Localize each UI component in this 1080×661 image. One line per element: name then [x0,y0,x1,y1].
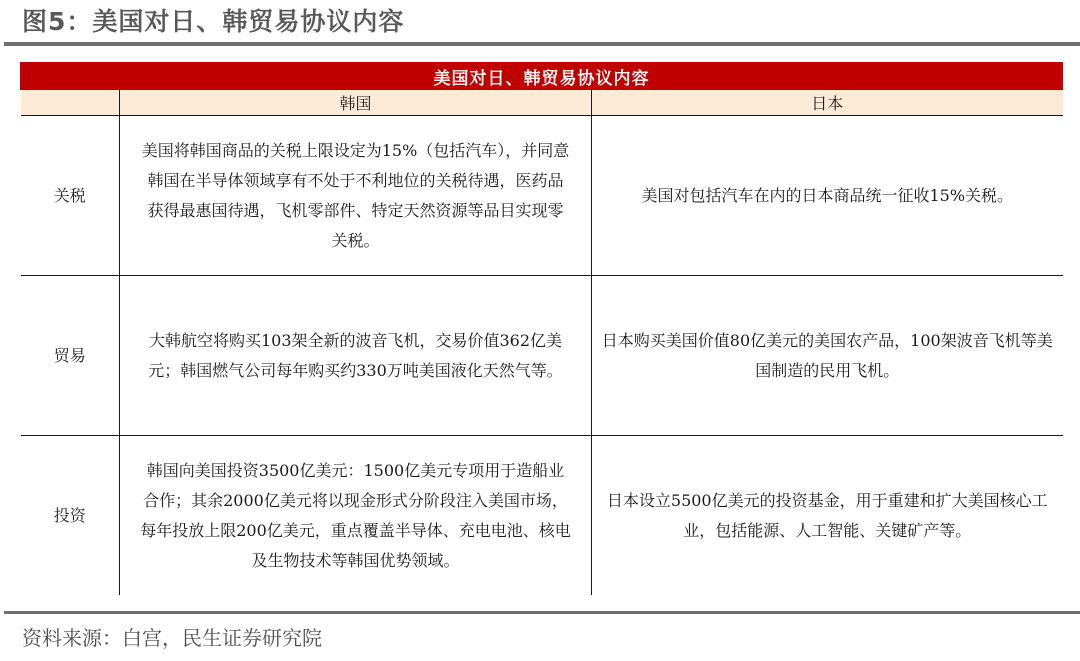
row-label-investment: 投资 [21,436,120,596]
column-header-korea: 韩国 [120,90,592,116]
agreement-table [20,62,1063,595]
table-row-tariff [21,116,1063,276]
table-header-row [21,90,1063,116]
figure-title: 图5：美国对日、韩贸易协议内容 [22,7,405,36]
source-note: 资料来源：白宫，民生证券研究院 [22,626,322,650]
cell-japan-investment: 日本设立5500亿美元的投资基金，用于重建和扩大美国核心工业，包括能源、人工智能、关键矿产等。 [592,436,1063,596]
cell-japan-trade: 日本购买美国价值80亿美元的美国农产品，100架波音飞机等美国制造的民用飞机。 [592,276,1063,436]
table-row-investment [21,436,1063,596]
table-row-trade [21,276,1063,436]
cell-korea-investment: 韩国向美国投资3500亿美元：1500亿美元专项用于造船业合作；其余2000亿美元将以现金形式分阶段注入美国市场，每年投放上限200亿美元，重点覆盖半导体、充电电池、核电及生物技术等韩国优势领域。 [120,436,592,596]
column-header-japan: 日本 [592,90,1063,116]
cell-korea-trade: 大韩航空将购买103架全新的波音飞机，交易价值362亿美元；韩国燃气公司每年购买约330万吨美国液化天然气等。 [120,276,592,436]
bottom-divider [4,611,1080,614]
top-divider [4,42,1080,46]
cell-japan-tariff: 美国对包括汽车在内的日本商品统一征收15%关税。 [592,116,1063,276]
table-caption: 美国对日、韩贸易协议内容 [21,63,1063,90]
header-corner-cell [21,90,120,116]
cell-korea-tariff: 美国将韩国商品的关税上限设定为15%（包括汽车），并同意韩国在半导体领域享有不处于不利地位的关税待遇，医药品获得最惠国待遇，飞机零部件、特定天然资源等品目实现零关税。 [120,116,592,276]
row-label-tariff: 关税 [21,116,120,276]
row-label-trade: 贸易 [21,276,120,436]
